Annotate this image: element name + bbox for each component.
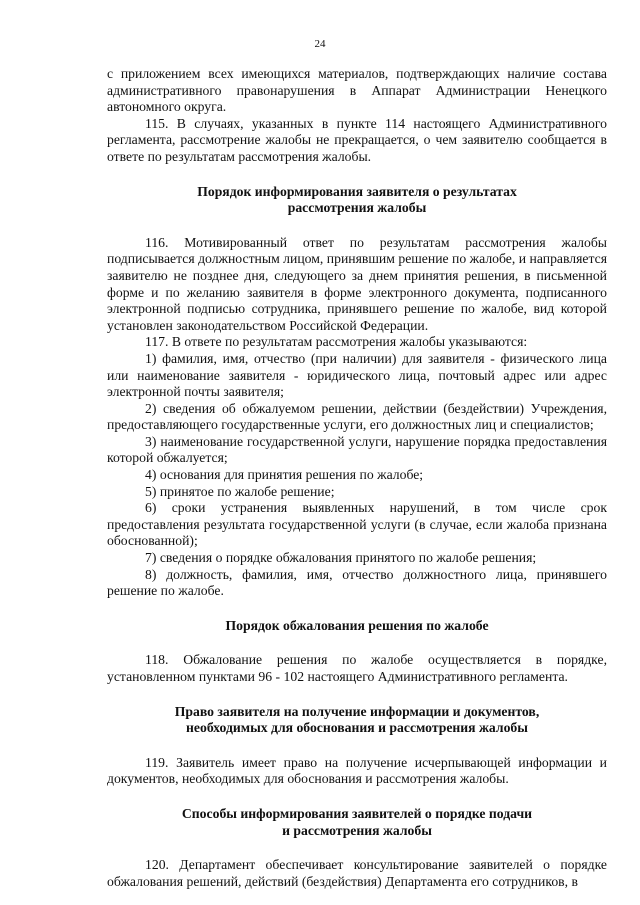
paragraph: 8) должность, фамилия, имя, отчество должностного лица, принявшего решение по жалобе. bbox=[107, 566, 607, 599]
spacer bbox=[107, 788, 607, 806]
paragraph: 118. Обжалование решения по жалобе осуществляется в порядке, установленном пунктами 96 - 102 настоящего Административного регламента. bbox=[107, 652, 607, 684]
section-heading-line: Право заявителя на получение информации и документов, bbox=[174, 703, 540, 719]
section-heading-line: и рассмотрения жалобы bbox=[282, 822, 432, 838]
spacer bbox=[107, 166, 607, 184]
spacer bbox=[107, 217, 607, 235]
paragraph: 120. Департамент обеспечивает консультирование заявителей о порядке обжалования решений, действий (бездействия) Департамента его сотрудников, в bbox=[107, 857, 607, 889]
section-heading-line: необходимых для обоснования и рассмотрения жалобы bbox=[186, 720, 528, 736]
paragraph: 4) основания для принятия решения по жалобе; bbox=[145, 467, 424, 483]
paragraph: 116. Мотивированный ответ по результатам рассмотрения жалобы подписывается должностным лицом, принявшим решение по жалобе, и направляется заявителю не позднее дня, следующего за днем принятия решения, в письменной форме и по желанию заявителя в форме электронного документа, подписанного электронной подписью сотрудника, принявшего решение по жалобе, вид которой установлен законодательством Российской Федерации. bbox=[107, 234, 607, 333]
paragraph: 115. В случаях, указанных в пункте 114 настоящего Административного регламента, рассмотрение жалобы не прекращается, о чем заявителю сообщается в ответе по результатам рассмотрения жалобы. bbox=[107, 115, 607, 164]
page-number: 24 bbox=[314, 38, 326, 50]
document-body bbox=[107, 66, 607, 890]
paragraph: 7) сведения о порядке обжалования принятого по жалобе решения; bbox=[145, 550, 537, 566]
section-heading bbox=[107, 704, 607, 737]
spacer bbox=[107, 634, 607, 652]
section-heading-line: Порядок информирования заявителя о результатах bbox=[197, 183, 517, 199]
paragraph: 6) сроки устранения выявленных нарушений, в том числе срок предоставления результата государственной услуги (в случае, если жалоба признана обоснованной); bbox=[107, 500, 607, 549]
section-heading-line: Порядок обжалования решения по жалобе bbox=[225, 617, 489, 633]
paragraph: 119. Заявитель имеет право на получение исчерпывающей информации и документов, необходимых для обоснования и рассмотрения жалобы. bbox=[107, 754, 607, 787]
paragraph: 117. В ответе по результатам рассмотрения жалобы указываются: bbox=[145, 334, 528, 350]
spacer bbox=[107, 839, 607, 857]
paragraph: 2) сведения об обжалуемом решении, действии (бездействии) Учреждения, предоставляющего государственные услуги, его должностных лиц и специалистов; bbox=[107, 400, 607, 433]
spacer bbox=[107, 600, 607, 618]
section-heading bbox=[107, 184, 607, 217]
paragraph: с приложением всех имеющихся материалов, подтверждающих наличие состава административного правонарушения в Аппарат Администрации Ненецкого автономного округа. bbox=[107, 66, 607, 115]
section-heading bbox=[107, 806, 607, 839]
paragraph: 5) принятое по жалобе решение; bbox=[145, 483, 335, 499]
section-heading-line: Способы информирования заявителей о порядке подачи bbox=[181, 805, 533, 821]
spacer bbox=[107, 737, 607, 755]
section-heading-line: рассмотрения жалобы bbox=[287, 200, 427, 216]
spacer bbox=[107, 686, 607, 704]
section-heading bbox=[107, 618, 607, 635]
paragraph: 3) наименование государственной услуги, нарушение порядка предоставления которой обжалуется; bbox=[107, 433, 607, 466]
paragraph: 1) фамилия, имя, отчество (при наличии) для заявителя - физического лица или наименование заявителя - юридического лица, почтовый адрес или адрес электронной почты заявителя; bbox=[107, 350, 607, 400]
